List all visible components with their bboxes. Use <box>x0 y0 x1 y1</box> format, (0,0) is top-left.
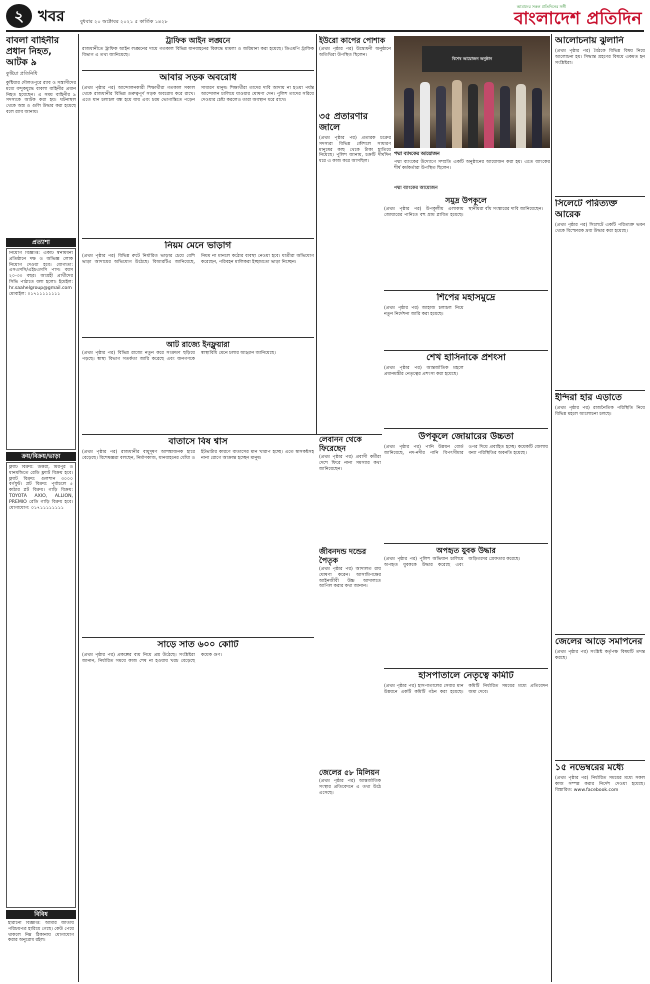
issue-date: বুধবার ২০ অক্টোবর ২০২১ ৫ কার্তিক ১৪২৮ <box>80 19 168 25</box>
wind-body: (প্রথম পৃষ্ঠার পর) রাজধানীর বায়ুদূষণ আশঙ্কাজনক হারে বেড়েছে। বিশেষজ্ঞরা বলছেন, নির্মাণকাজ, যানবাহনের ধোঁয়া ও ইটভাটার কারণে বাতাসের মান খারাপ হচ্ছে। এতে শ্বাসকষ্টসহ নানা রোগে আক্রান্ত হচ্ছেন মানুষ। <box>82 450 314 461</box>
main-story <box>82 73 314 238</box>
rules-headline: নিয়ম মেনে ভাড়াগ <box>164 241 232 251</box>
bank-title-wrap <box>394 184 550 190</box>
return-body: (প্রথম পৃষ্ঠার পর) প্রবাসী কর্মীরা দেশে ফিরে নানা সমস্যার কথা জানিয়েছেন। <box>319 455 381 472</box>
return-headline: লেবানন থেকে ফিরেছেন <box>319 435 362 453</box>
return-story <box>319 435 381 545</box>
traffic-body: রাজধানীতে ট্রাফিক আইন লঙ্ঘনের দায়ে গতকাল বিভিন্ন যানবাহনের বিরুদ্ধে মামলা ও জরিমানা করা হয়েছে। ডিএমপি ট্রাফিক বিভাগ এ তথ্য জানিয়েছে। <box>82 47 314 58</box>
coast-body: (প্রথম পৃষ্ঠার পর) উপকূলীয় এলাকায় জোয়ারের পানিতে বহু গ্রাম প্লাবিত হয়েছে। স্থানীয়রা বাঁধ সংস্কারের দাবি জানিয়েছেন। <box>384 207 544 218</box>
crore-story <box>82 640 314 980</box>
left-byline: কুষ্টিয়া প্রতিনিধি <box>6 71 38 77</box>
story-divider <box>555 634 645 635</box>
classified-body: নিয়োগ বিজ্ঞপ্তি: একটি স্বনামধন্য প্রতিষ্ঠানে দক্ষ ও অভিজ্ঞ লোক নিয়োগ দেওয়া হবে। যোগ্যতা: এসএসসি/এইচএসসি পাস। বয়স ২০-৩০ বছর। আগ্রহী প্রার্থীদের সিভি পাঠাতে বলা হলো। ইমেইল: hr.saahelgroup@gmail.com মোবাইল: ০১৭১১১১১১১১ <box>9 251 73 297</box>
page-number: ২ <box>6 4 32 28</box>
person <box>516 84 526 148</box>
coast-headline: সমুদ্র উপকূলে <box>445 196 487 205</box>
event-photo <box>394 36 550 148</box>
story-divider <box>555 390 645 391</box>
misc-heading: বিবিধ <box>6 910 76 919</box>
right-top-body: (প্রথম পৃষ্ঠার পর) বৈঠকে বিভিন্ন বিষয় নিয়ে আলোচনা হয়। সিদ্ধান্ত গ্রহণের বিষয়ে একমত হন সংশ্লিষ্টরা। <box>555 49 645 66</box>
hasina-body: (প্রথম পৃষ্ঠার পর) আন্তর্জাতিক মহলে প্রধানমন্ত্রীর নেতৃত্বের প্রশংসা করা হয়েছে। <box>384 366 464 377</box>
classified-heading: প্রত্যাশা <box>6 238 76 247</box>
left-body: কুষ্টিয়ার দৌলতপুরে র‍্যাব ও সন্ত্রাসীদের মধ্যে বন্দুকযুদ্ধে বাবলা বাহিনীর প্রধান নিহত হয়েছেন। এ সময় বাহিনীর ৯ সদস্যকে আটক করা হয়। ঘটনাস্থল থেকে অস্ত্র ও গুলি উদ্ধার করা হয়েছে বলে র‍্যাব জানায়। <box>6 81 76 115</box>
story-divider <box>555 760 645 761</box>
life-story <box>319 547 381 767</box>
life-body: (প্রথম পৃষ্ঠার পর) আদালত রায় ঘোষণা করেন। আসামিপক্ষের আইনজীবী উচ্চ আদালতে আপিল করার কথা জানান। <box>319 567 381 590</box>
jailed-body: (প্রথম পৃষ্ঠার পর) আন্তর্জাতিক সংস্থার প্রতিবেদনে এ তথ্য উঠে এসেছে। <box>319 779 381 796</box>
person <box>484 82 494 148</box>
egg-body: (প্রথম পৃষ্ঠার পর) বিভিন্ন রাজ্যে নতুন করে সংক্রমণ ছড়িয়ে পড়ছে। স্বাস্থ্য বিভাগ সতর্কতা জারি করেছে এবং জনগণকে স্বাস্থ্যবিধি মেনে চলার আহ্বান জানিয়েছে। <box>82 351 276 362</box>
sale-body: ফ্ল্যাট বিক্রয়: উত্তরা, মিরপুর ও ধানমন্ডিতে রেডি ফ্ল্যাট বিক্রয় হবে। ফ্ল্যাট বিক্রয়: গুলশান ৩০০০ বর্গফুট। প্লট বিক্রয়: পূর্বাচলে ৫ কাঠার প্লট বিক্রয়। গাড়ি বিক্রয়: TOYOTA AXIO, ALLION, PREMIO রেডি গাড়ি বিক্রয় হবে। যোগাযোগ: ০১৭১১১১১১১১ <box>9 465 73 511</box>
hasina-headline: শেখ হাসিনাকে প্রশংসা <box>426 353 506 363</box>
person <box>436 86 446 148</box>
sylhet-body: (প্রথম পৃষ্ঠার পর) সিলেটে একটি পরিত্যক্ত ভবন থেকে বিস্ফোরক দ্রব্য উদ্ধার করা হয়েছে। <box>555 223 645 234</box>
sylhet-story <box>555 199 645 389</box>
misc-box <box>8 921 74 981</box>
misc-body: হারানো বিজ্ঞপ্তি: আমার জাতীয় পরিচয়পত্র হারিয়ে গেছে। কেউ পেয়ে থাকলে নিম্ন ঠিকানায় যোগাযোগ করার অনুরোধ রইল। <box>8 921 74 944</box>
rules-body: (প্রথম পৃষ্ঠার পর) বিভিন্ন রুটে নির্ধারিত ভাড়ার চেয়ে বেশি ভাড়া আদায়ের অভিযোগ উঠেছে। বিআরটিএ জানিয়েছে, নিয়ম না মানলে কঠোর ব্যবস্থা নেওয়া হবে। যাত্রীরা অভিযোগ করেছেন, পরিবহন মালিকরা ইচ্ছামতো ভাড়া নিচ্ছেন। <box>82 254 314 265</box>
flood-story <box>384 432 548 542</box>
masthead <box>6 4 644 32</box>
flood-headline: উপকূলে জোয়ারের উচ্চতা <box>418 432 514 442</box>
column-rule <box>78 34 79 982</box>
story-divider <box>384 290 548 291</box>
stage-banner: বিশেষ আয়োজন অনুষ্ঠান <box>422 46 522 72</box>
logo-tagline: আমাদের সকল প্রতিদিনের সঙ্গী <box>516 4 566 9</box>
bank-story <box>394 150 550 182</box>
person <box>452 80 462 148</box>
section-name: খবর <box>38 7 65 25</box>
deadline-story <box>555 763 645 981</box>
life-headline: জীবনদন্ড দন্ডের পৈতৃক <box>319 547 367 565</box>
deadline-body: (প্রথম পৃষ্ঠার পর) নির্ধারিত সময়ের মধ্যে সকল কাজ সম্পন্ন করার নির্দেশ দেওয়া হয়েছে। বিস্তারিত: www.facebook.com <box>555 776 645 793</box>
egg-headline: আট রাজ্যে ইনফ্লুয়ারা <box>166 340 230 349</box>
photo-caption: পদ্মা ব্যাংকের আয়োজন <box>394 152 440 157</box>
main-body: (প্রথম পৃষ্ঠার পর) আন্দোলনকারী শিক্ষার্থীরা গতকাল সকাল থেকে রাজধানীর বিভিন্ন গুরুত্বপূর্ণ সড়ক অবরোধ করে রাখে। এতে যান চলাচল বন্ধ হয়ে যায় এবং চরম ভোগান্তিতে পড়েন সাধারণ মানুষ। শিক্ষার্থীরা তাদের দাবি আদায় না হওয়া পর্যন্ত আন্দোলন চালিয়ে যাওয়ার ঘোষণা দেন। পুলিশ তাদের সরিয়ে দেওয়ার চেষ্টা করলেও তারা অবস্থান ধরে রাখে। <box>82 86 314 103</box>
column-rule <box>316 34 317 434</box>
left-lead-story <box>6 36 76 236</box>
story-divider <box>82 70 314 71</box>
story-divider <box>555 196 645 197</box>
jailed-story <box>319 768 381 980</box>
right-top-headline: আলোচনায় ঝুলানি <box>555 36 624 46</box>
deadline-headline: ১৫ নভেম্বরের মধ্যে <box>555 763 624 773</box>
traffic-story <box>82 36 314 70</box>
newspaper-logo: বাংলাদেশ প্রতিদিন <box>514 9 642 29</box>
euro-body: (প্রথম পৃষ্ঠার পর) উদ্বোধনী অনুষ্ঠানে অতিথিরা উপস্থিত ছিলেন। <box>319 47 391 58</box>
egg-story <box>82 340 314 434</box>
wind-story <box>82 437 314 637</box>
classified-box <box>6 248 76 450</box>
court-body: (প্রথম পৃষ্ঠার পর) সংশ্লিষ্ট কর্তৃপক্ষ বিষয়টি তদন্ত করছে। <box>555 650 645 661</box>
story-divider <box>384 350 548 351</box>
india-headline: ইন্দিরা হার এড়াতে <box>555 393 622 403</box>
attack-body: (প্রথম পৃষ্ঠার পর) পুলিশ অভিযান চালিয়ে অপহৃত যুবককে উদ্ধার করেছে এবং জড়িতদের গ্রেফতার করেছে। <box>384 557 521 568</box>
story-divider <box>384 668 548 669</box>
crore-body: (প্রথম পৃষ্ঠার পর) প্রকল্পের ব্যয় নিয়ে প্রশ্ন উঠেছে। সংশ্লিষ্টরা জানান, নির্ধারিত সময়ে কাজ শেষ না হওয়ায় খরচ বেড়েছে কয়েক গুণ। <box>82 653 222 664</box>
coast-story <box>384 196 548 286</box>
person <box>420 82 430 148</box>
hospital-story <box>384 671 548 981</box>
story-divider <box>82 238 314 239</box>
lane-body: (প্রথম পৃষ্ঠার পর) প্রতারক চক্রের সদস্যরা বিভিন্ন কৌশলে সাধারণ মানুষের কাছ থেকে টাকা হাতিয়ে নিয়েছে। পুলিশ জানায়, চক্রটি দীর্ঘদিন ধরে এ কাজ করে আসছিল। <box>319 136 391 165</box>
ship-body: (প্রথম পৃষ্ঠার পর) জাহাজ চলাচল নিয়ে নতুন নির্দেশনা জারি করা হয়েছে। <box>384 306 464 317</box>
lane-headline: ৩৫ প্রতারণার জালে <box>319 112 368 133</box>
jailed-headline: জেলের ৫৮ মিলিয়ন <box>319 768 380 777</box>
story-divider <box>82 637 314 638</box>
sale-box <box>6 462 76 908</box>
person <box>500 86 510 148</box>
rules-story <box>82 241 314 337</box>
lane-story <box>319 112 391 272</box>
india-body: (প্রথম পৃষ্ঠার পর) রাজনৈতিক পরিস্থিতি নিয়ে বিভিন্ন মহলে আলোচনা চলছে। <box>555 406 645 417</box>
court-story <box>555 637 645 759</box>
euro-story <box>319 36 391 110</box>
person <box>404 88 414 148</box>
euro-headline: ইউরো কাপের পোশাক <box>319 36 386 45</box>
hospital-body: (প্রথম পৃষ্ঠার পর) হাসপাতালের সেবার মান উন্নয়নে একটি কমিটি গঠন করা হয়েছে। কমিটি নির্ধারিত সময়ের মধ্যে প্রতিবেদন জমা দেবে। <box>384 684 548 695</box>
attack-headline: অপহৃত যুবক উদ্ধার <box>436 546 496 555</box>
ship-story <box>384 293 548 349</box>
bank-body: পদ্মা ব্যাংকের উদ্যোগে সম্প্রতি একটি অনুষ্ঠানের আয়োজন করা হয়। এতে ব্যাংকের শীর্ষ কর্মকর্তারা উপস্থিত ছিলেন। <box>394 160 550 171</box>
main-headline: আবার সড়ক অবরোধ <box>159 73 237 83</box>
story-divider <box>384 428 548 429</box>
hospital-headline: হাসপাতালে নেতৃত্বে কমিটি <box>418 671 514 681</box>
right-top-story <box>555 36 645 196</box>
story-divider <box>384 543 548 544</box>
traffic-headline: ট্রাফিক আইন লঙ্ঘনে <box>165 36 231 45</box>
person <box>532 88 542 148</box>
story-divider <box>82 337 314 338</box>
person <box>468 84 478 148</box>
court-headline: জেলের আড়ে সমাপনের <box>555 637 643 647</box>
wind-headline: বাতাসে বিষ শ্বাস <box>168 437 228 447</box>
ship-headline: শিপের মহাসমুদ্রে <box>436 293 496 303</box>
bank-title: পদ্মা ব্যাংকের আয়োজন <box>394 186 438 191</box>
column-rule <box>551 34 552 982</box>
attack-story <box>384 546 548 666</box>
crore-headline: সাড়ে সাত ৬০০ কোটি <box>157 640 239 650</box>
sale-heading: ক্রয়/বিক্রয়/ভাড়া <box>6 452 76 461</box>
hasina-story <box>384 353 548 427</box>
flood-body: (প্রথম পৃষ্ঠার পর) পানি উন্নয়ন বোর্ড জানিয়েছে, নদ-নদীর পানি বিপৎসীমার ওপর দিয়ে প্রবাহিত হচ্ছে। কয়েকটি জেলায় বন্যা পরিস্থিতির অবনতি হয়েছে। <box>384 445 548 456</box>
left-headline: বাবলা বাহিনীর প্রধান নিহত, আটক ৯ <box>6 36 59 68</box>
sylhet-headline: সিলেটে পরিত্যক্ত আরেক <box>555 199 618 220</box>
india-story <box>555 393 645 633</box>
